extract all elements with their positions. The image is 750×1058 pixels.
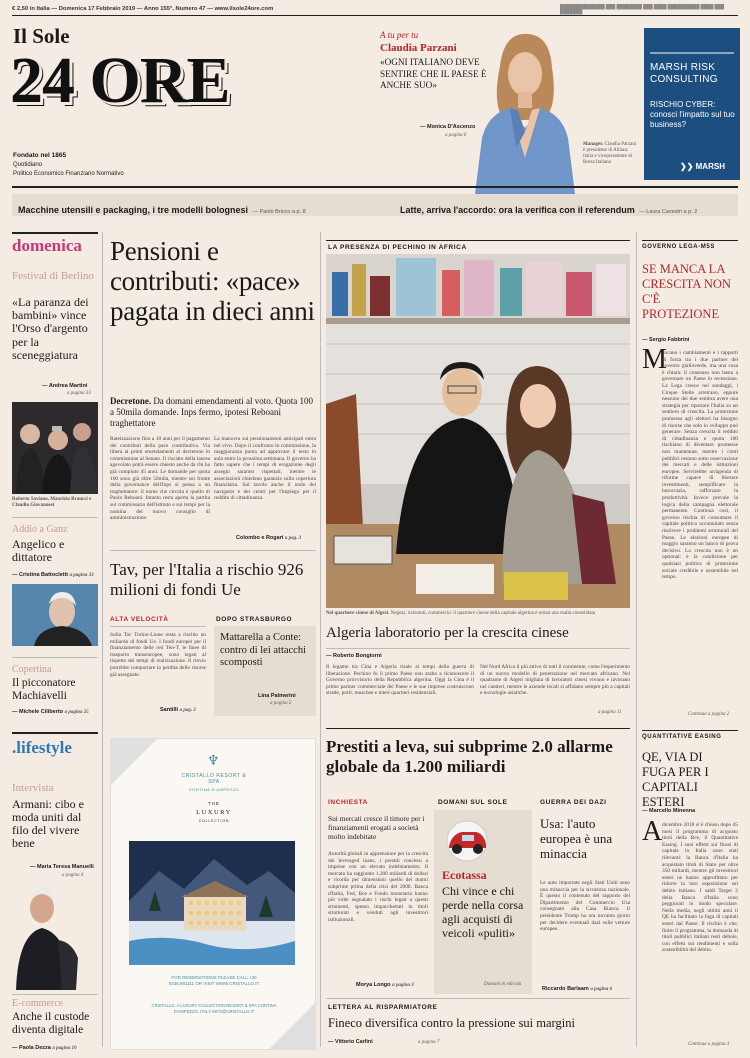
domenica-photo-1 [12,402,98,494]
interview-caption-text: Claudia Parzani è presidente di Allianz Italia e vicepresidente di Borsa Italiana [583,142,637,165]
africa-body-left: Il legame tra Cina e Algeria risale ai tempi della guerra di liberazione. Pechino fu il primo Paese non arabo a riconoscere il Governo provvisorio della Repubblica algerina. Oggi la Cina è il primo partner commerciale del Paese e le sue imprese costruiscono strade, porti, moschee e interi quartieri residenziali. [326,664,474,697]
interview-caption-title: Manager. [583,142,604,147]
cristallo-logo-icon: ♆ [207,754,220,769]
qe-top-rule [642,730,738,731]
logo-top: Il Sole [13,24,70,48]
lifestyle-page: a pagina 4 [62,873,84,878]
interview-kicker: A tu per tu [380,30,419,40]
marsh-ad-band [650,52,734,54]
lifestyle-headline[interactable]: Armani: cibo e moda uniti dal filo del vivere bene [12,797,84,850]
africa-top-rule [326,240,630,241]
lead-body-left: Rateizzazione fino a 10 anni per il pagamento dei contributi della pace contributiva. Via libera ai primi emendamenti al decretone in commissione al Senato. Il riscatto della laurea agevolato potrà essere chiesto anche da chi ha già compiuto 45 anni. Le domande per quota 100 sono già oltre 50mila, mentre sul fronte della governance dell'Inps si pensa a un traghettatore: il nome che circola è quello di Paolo Reboani. Intanto resta aperta la partita sul commissario dell'istituto e sui tempi per la nomina del nuovo consiglio di amministrazione. [110,436,210,522]
tav-page-right: a pagina 5 [270,701,292,706]
lifestyle-divider [12,994,98,995]
marsh-ad-logo [680,162,725,171]
lead-author-name: Colombo e Rogari [236,535,284,541]
tav-page-left: a pag. 2 [179,708,196,713]
lega-label: GOVERNO LEGA-M5S [642,244,715,250]
subprime-author-right [542,986,612,992]
lifestyle-author-2: — Paola Dezza a pagina 10 [12,1045,77,1051]
topline: € 2,50 in Italia — Domenica 17 Febbraio 2019 — Anno 155°, Numero 47 — www.ilsole24ore.com [12,6,274,12]
domenica-top-rule [12,232,98,234]
qe-body: dicembre 2018 si è chiuso dopo 45 mesi il programma di acquisto titoli della Bce, il Quantitative Easing. I suoi effetti sui flussi di capitale in Italia sono stati rilevanti: la Banca d'Italia ha acquistato titoli di Stato per oltre 350 miliardi, mentre gli investitori esteri ne hanno approfittato per ridurre la loro esposizione sul debito italiano. I saldi Target 2 della Banca d'Italia sono peggiorati in modo speculare. Nella media, negli ultimi anni il QE ha facilitato la fuga di capitali esteri dal Paese. Il rischio è che, finito il programma, la domanda di titoli pubblici italiani resti debole, con effetti sui rendimenti e sulla sostenibilità del debito. [662,822,738,954]
ad-corner-top [111,739,157,785]
tav-author-right: Lina Palmerini [258,693,296,699]
marsh-ad[interactable] [644,28,740,180]
tav-headline-right[interactable]: Mattarella a Conte: contro di lei attacchi scomposti [220,632,307,668]
lifestyle-photo [12,878,98,990]
domenica-section-3: Copertina [12,664,52,675]
marsh-logo-icon: ❯❯ [680,162,696,171]
domenica-headline-1[interactable]: «La paranza dei bambini» vince l'Orso d'argento per la sceneggiatura [12,295,89,362]
tav-top-rule [110,550,316,551]
tav-body: Sulla Tav Torino-Lione resta a rischio un miliardo di fondi Ue. I fondi europei per il finanziamento delle reti Ten-T, le linee di trasporto transeuropee, sono legati al rispetto dei tempi di realizzazione. Il rinvio potrebbe comportare la perdita delle risorse già assegnate. [110,632,206,678]
risparmiatore-author: — Vittorio Carlini [328,1039,373,1045]
masthead-bottom-rule [12,186,738,188]
tav-label-rule [110,626,206,627]
tav-headline[interactable]: Tav, per l'Italia a rischio 926 milioni di fondi Ue [110,560,304,599]
collection-top: THE [208,801,220,806]
africa-author: — Roberto Bongiorni [326,653,382,659]
lega-author: — Sergio Fabbrini [642,337,690,343]
tav-author-left [160,707,196,713]
africa-label: LA PRESENZA DI PECHINO IN AFRICA [328,244,467,251]
strip-left-author: — Paolo Bricco a p. 8 [252,209,306,215]
lifestyle-logo[interactable]: .lifestyle [12,738,72,757]
africa-caption-bold: Nel quartiere cinese di Algeri. [326,611,390,616]
qe-dropcap: A [642,816,663,847]
qe-headline[interactable]: QE, VIA DI FUGA PER I CAPITALI ESTERI [642,750,709,809]
risparmiatore-rule [326,998,630,999]
subprime-author-left [356,982,414,988]
africa-caption-text: Negozi, ristoranti, commercio: il quartiere cinese della capitale algerina è ormai una realtà consolidata [390,611,596,616]
africa-page: a pagina 11 [598,710,622,715]
qe-page: Continua a pagina 3 [688,1042,730,1047]
domenica-divider-2 [12,657,98,658]
interview-quote[interactable]: «OGNI ITALIANO DEVE SENTIRE CHE IL PAESE È ANCHE SUO» [380,57,487,90]
interview-page: a pagina 6 [445,133,467,138]
lega-body: ancano i cambiamenti e i rapporti di forza tra i due partner del governo gialloverde, ma una cosa è chiara: il consenso non basta a governare un Paese in recessione. La Lega cresce nei sondaggi, i Cinque Stelle arretrano, eppure nessuno dei due sembra avere una strategia per riportare l'Italia su un sentiero di crescita. La protezione promessa agli elettori ha bisogno di risorse che solo lo sviluppo può generare. Senza crescita il reddito di cittadinanza e quota 100 rischiano di diventare promesse non mantenute, mentre i conti pubblici restano sotto osservazione dei mercati e delle istituzioni europee. Servirebbe un'agenda di riforme capace di liberare investimenti, semplificare la burocrazia, rafforzare la produttività. Invece prevale la logica della campagna elettorale permanente. Continua così, il governo rischia di consumare il capitale politico accumulato senza risolvere i problemi strutturali del Paese. Le elezioni europee di maggio saranno un banco di prova decisivo. La crescita non è un optional: è la condizione per qualsiasi politica di protezione sociale credibile e sostenibile nel tempo. [662,350,738,581]
subprime-body-right: Le auto importate negli Stati Uniti sono una minaccia per la sicurezza nazionale. È questo il contenuto del rapporto del Dipartimento del Commercio Usa consegnato alla Casa Bianca. Il presidente Trump ha ora novanta giorni per decidere eventuali dazi sulle vetture europee. [540,880,630,933]
lifestyle-section-label: Intervista [12,782,54,794]
strip-right-author: — Laura Cavestri a p. 2 [639,209,698,215]
domenica-divider-1 [12,517,98,518]
subprime-top-rule [326,728,630,729]
lifestyle-author: — Maria Teresa Manuelli [30,864,94,870]
subprime-kicker-left: Sui mercati cresce il timore per i finanziamenti erogati a società molto indebitate [328,814,425,841]
domenica-photo-2 [12,584,98,646]
subprime-mid-box[interactable] [434,810,532,994]
africa-body-right: Nel Nord Africa il più attivo di tutti il continente, come l'esperimento di un nuovo modello di penetrazione nel mercato africano. Nel quadrante di Algeri migliaia di lavoratori cinesi vivono e lavorano nei cantieri, mentre le aziende locali si affidano sempre più a capitali e tecnologie asiatiche. [480,664,630,697]
domenica-author-2-name: Cristina Battocletti [19,572,68,578]
col-rule-2 [320,232,321,1047]
subprime-author-left-name: Morya Longo [356,982,391,988]
domenica-author-1: — Andrea Martini [42,383,88,389]
tav-label-left: ALTA VELOCITÀ [110,616,169,623]
col-rule-3 [636,232,637,1047]
subprime-headline[interactable]: Prestiti a leva, sui subprime 2.0 allarme globale da 1.200 miliardi [326,737,613,776]
domenica-page-1: a pagina 33 [67,391,91,396]
domenica-author-3: — Michele Ciliberto a pagina 25 [12,709,89,715]
ecotassa-page: Domani in edicola [484,982,522,987]
africa-byline-rule [326,648,630,649]
marsh-ad-title: MARSH RISK CONSULTING [650,62,718,85]
marsh-logo-text: MARSH [695,162,725,171]
cristallo-ad[interactable] [110,738,316,1050]
collection-bottom: COLLECTION [198,819,230,823]
marsh-ad-text: RISCHIO CYBER: conosci l'impatto sul tuo business? [650,100,735,129]
lead-summary-bold: Decretone. [110,396,152,406]
subprime-body-left: Autorità globali in apprensione per la crescita dei leveraged loans, i prestiti concessi a imprese con un elevato indebitamento. Il mercato ha raggiunto 1.200 miliardi di dollari e ricorda per dimensioni quello dei mutui subprime prima della crisi del 2008. Banca d'Italia, Fed, Bce e Fondo monetario hanno più volte segnalato i rischi legati a questi strumenti, spesso impacchettati in titoli strutturati e venduti agli investitori istituzionali. [328,851,428,923]
interview-name[interactable]: Claudia Parzani [380,42,457,54]
domenica-caption-1: Roberto Saviano, Maurizio Braucci e Claudio Giovannesi [12,497,92,508]
subprime-label-right: GUERRA DEI DAZI [540,799,607,806]
lifestyle-author-name: Maria Teresa Manuelli [37,864,94,870]
qe-author: — Marcello Minenna [642,808,696,814]
qe-author-name: Marcello Minenna [649,808,696,814]
lega-dropcap: M [642,344,667,375]
subprime-page-right: a pagina 6 [590,987,612,992]
masthead-logo[interactable]: 24 ORE [10,44,230,117]
lega-author-name: Sergio Fabbrini [649,337,690,343]
cristallo-location: CORTINA D'AMPEZZO [188,787,240,792]
tav-author-left-name: Santilli [160,707,179,713]
domenica-author-3-name: Michele Ciliberto [19,709,64,715]
cristallo-hotel-photo [129,841,295,965]
domenica-headline-3[interactable]: Il picconatore Machiavelli [12,677,76,702]
domenica-section-1: Festival di Berlino [12,270,94,282]
subprime-page-left: a pagina 3 [392,983,414,988]
ecotassa-title: Ecotassa [442,868,487,882]
strip-right[interactable] [400,200,697,218]
lead-page: a pag. 3 [284,536,302,541]
lead-summary-text: Da domani emendamenti al voto. Quota 100 a 50mila domande. Inps fermo, ipotesi Reboani traghettatore [110,396,314,428]
cristallo-footer: CRISTALLO, A LUXURY COLLECTION RESORT & SPA CORTINA D'AMPEZZO, ITALY INFO@CRISTALLO.IT [151,1003,277,1014]
lead-summary [110,396,316,429]
col-rule-1 [102,232,103,1047]
lifestyle-page-2: a pagina 10 [52,1046,77,1051]
interview-portrait [470,28,580,194]
lifestyle-headline-2[interactable]: Anche il custode diventa digitale [12,1011,90,1036]
africa-headline[interactable]: Algeria laboratorio per la crescita cinese [326,625,569,641]
lifestyle-section-2: E-commerce [12,998,64,1009]
africa-caption [326,610,630,617]
paper-desc: Politico Economico Finanziario Normativo [13,171,124,177]
strip-left-headline: Macchine utensili e packaging, i tre modelli bolognesi [18,205,249,215]
domenica-headline-2[interactable]: Angelico e dittatore [12,537,65,564]
domenica-section-2: Addio a Ganz [12,524,68,535]
founded: Fondato nel 1865 [13,152,67,159]
africa-author-name: Roberto Bongiorni [333,653,382,659]
strip-right-headline: Latte, arriva l'accordo: ora la verifica con il referendum [400,205,635,215]
risparmiatore-page: a pagina 7 [418,1040,440,1045]
africa-photo [326,254,630,608]
tav-label-right: DOPO STRASBURGO [216,616,293,623]
topline-right-notice: ██████████████ ███ ████████ ███ ████ ██████████ ████ ███ ███████ [560,4,725,14]
domenica-logo[interactable]: domenica [12,236,82,255]
risparmiatore-label: LETTERA AL RISPARMIATORE [328,1004,438,1011]
domenica-page-2: a pagina 33 [69,573,94,578]
subprime-label-left: INCHIESTA [328,799,368,806]
lega-top-rule [642,240,738,241]
lead-author [236,535,301,541]
lifestyle-author-2-name: Paola Dezza [19,1045,51,1051]
ecotassa-text: Chi vince e chi perde nella corsa agli acquisti di veicoli «puliti» [442,884,524,940]
paper-type: Quotidiano [13,162,43,168]
lega-headline[interactable]: SE MANCA LA CRESCITA NON C'È PROTEZIONE [642,262,731,321]
subprime-headline-right[interactable]: Usa: l'auto europea è una minaccia [540,816,613,861]
risparmiatore-headline[interactable]: Fineco diversifica contro la pressione sui margini [328,1016,575,1030]
collection-name: LUXURY [196,809,232,816]
domenica-author-2: — Cristina Battocletti a pagina 33 [12,572,94,578]
interview-author: — Monica D'Ascenzo [420,124,476,130]
domenica-page-3: a pagina 25 [64,710,89,715]
cristallo-brand: CRISTALLO RESORT & SPA [181,773,247,785]
ecotassa-car-photo [442,820,492,862]
subprime-label-mid: DOMANI SUL SOLE [438,799,508,806]
interview-caption [583,142,638,166]
qe-label: QUANTITATIVE EASING [642,734,722,740]
lead-body-right: La manovra sui pensionamenti anticipati entra nel vivo. Dopo il confronto in commissione, la maggioranza punta ad approvare il testo in aula entro la prossima settimana. Il governo ha fatto sapere che i tempi di erogazione degli assegni saranno rispettati, mentre le associazioni chiedono garanzie sulla copertura finanziaria. Sul tavolo anche il nodo dei navigator e dei centri per l'impiego per il reddito di cittadinanza. [214,436,316,502]
subprime-author-right-name: Riccardo Barlaam [542,986,589,992]
lead-headline[interactable]: Pensioni e contributi: «pace» pagata in dieci anni [110,236,315,326]
lifestyle-top-rule [12,732,98,734]
domenica-author-1-name: Andrea Martini [48,383,88,389]
strip-left[interactable] [18,200,306,218]
interview-author-name: Monica D'Ascenzo [427,124,476,130]
lega-page: Continua a pagina 2 [688,712,730,717]
cristallo-reservations: FOR RESERVATIONS PLEASE CALL +39 0436 881111 OR VISIT WWW.CRISTALLO.IT [168,975,260,986]
risparmiatore-author-name: Vittorio Carlini [335,1039,373,1045]
top-rule [12,15,738,16]
